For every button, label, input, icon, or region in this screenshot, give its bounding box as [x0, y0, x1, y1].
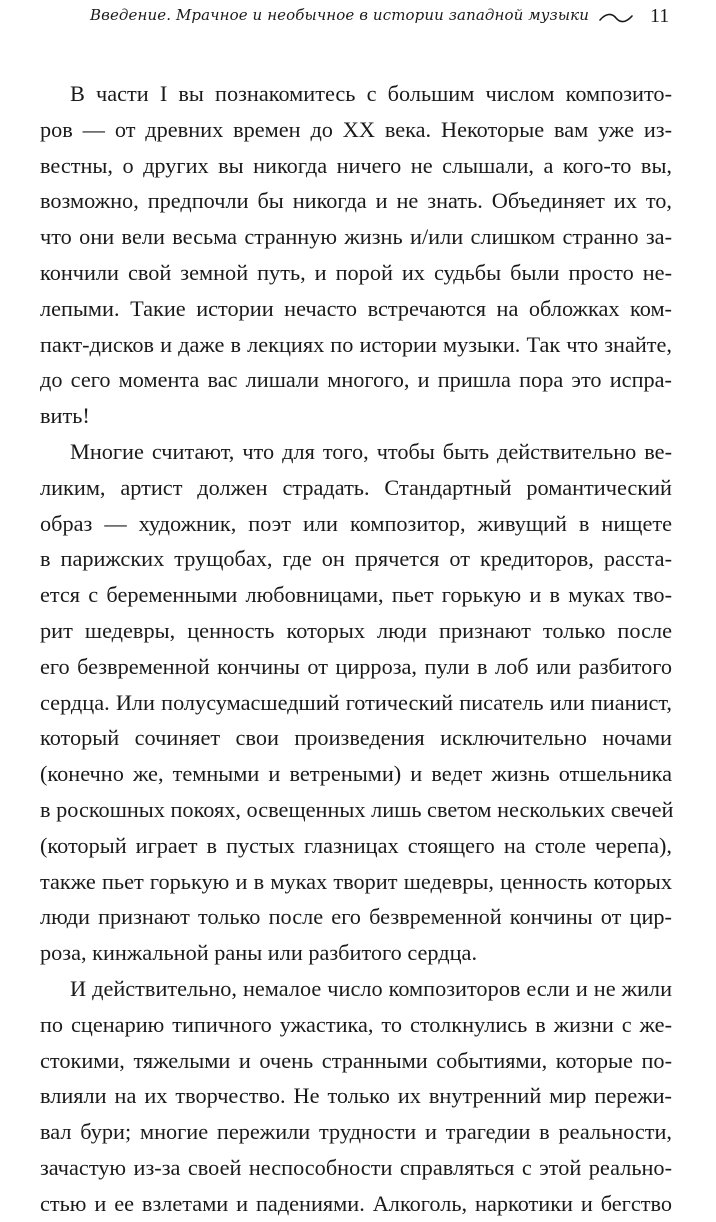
text-line: (который играет в пустых глазницах стоящего на столе черепа), — [40, 832, 672, 858]
text-line: стокими, тяжелыми и очень странными событиями, которые по- — [40, 1047, 672, 1073]
text-line: люди признают только после его безвременной кончины от цир- — [40, 904, 672, 930]
text-line: кончили свой земной путь, и порой их судьбы были просто не- — [40, 259, 672, 285]
text-line: вестны, о других вы никогда ничего не слышали, а кого-то вы, — [40, 152, 672, 178]
body-text — [40, 76, 672, 1222]
running-title: Введение. Мрачное и необычное в истории западной музыки — [90, 6, 589, 24]
text-line: рит шедевры, ценность которых люди признают только после — [40, 617, 672, 643]
text-line: возможно, предпочли бы никогда и не знать. Объединяет их то, — [40, 188, 672, 214]
text-line: в парижских трущобах, где он прячется от кредиторов, расста- — [40, 546, 672, 572]
text-line: В части I вы познакомитесь с большим числом композито- — [70, 81, 672, 106]
paragraph — [40, 971, 672, 1222]
text-line: Многие считают, что для того, чтобы быть действительно ве- — [70, 438, 672, 464]
text-line: до сего момента вас лишали многого, и пришла пора это испра- — [40, 367, 672, 393]
page-number: 11 — [650, 5, 670, 27]
paragraph — [40, 434, 672, 971]
text-line: что они вели весьма странную жизнь и/или слишком странно за- — [40, 224, 672, 250]
text-line: (конечно же, темными и ветреными) и ведет жизнь отшельника — [40, 761, 672, 787]
text-line: по сценарию типичного ужастика, то столкнулись в жизни с же- — [40, 1011, 672, 1037]
text-line: стью и ее взлетами и падениями. Алкоголь, наркотики и бегство — [40, 1190, 672, 1216]
swash-ornament-icon — [598, 10, 634, 24]
text-line: ется с беременными любовницами, пьет горькую и в муках тво- — [40, 582, 672, 608]
text-line: сердца. Или полусумасшедший готический писатель или пианист, — [40, 689, 672, 715]
paragraph — [40, 76, 672, 434]
text-line: вал бури; многие пережили трудности и трагедии в реальности, — [40, 1119, 672, 1145]
text-line: зачастую из-за своей неспособности справляться с этой реально- — [40, 1154, 672, 1180]
text-line: образ — художник, поэт или композитор, живущий в нищете — [40, 510, 672, 536]
text-line: который сочиняет свои произведения исключительно ночами — [40, 725, 672, 751]
text-line: И действительно, немалое число композиторов если и не жили — [70, 975, 672, 1001]
text-line: вить! — [40, 403, 90, 429]
running-header — [0, 0, 716, 40]
text-line: роза, кинжальной раны или разбитого сердца. — [40, 940, 478, 966]
text-line: также пьет горькую и в муках творит шедевры, ценность которых — [40, 868, 672, 894]
text-line: влияли на их творчество. Не только их внутренний мир пережи- — [40, 1083, 672, 1109]
text-line: лепыми. Такие истории нечасто встречаются на обложках ком- — [40, 295, 672, 321]
text-line: ликим, артист должен страдать. Стандартный романтический — [40, 474, 672, 500]
text-line: в роскошных покоях, освещенных лишь светом нескольких свечей — [40, 796, 674, 822]
text-line: ров — от древних времен до XX века. Некоторые вам уже из- — [40, 116, 672, 142]
text-line: пакт-дисков и даже в лекциях по истории музыки. Так что знайте, — [40, 331, 672, 357]
text-line: его безвременной кончины от цирроза, пули в лоб или разбитого — [40, 653, 672, 679]
